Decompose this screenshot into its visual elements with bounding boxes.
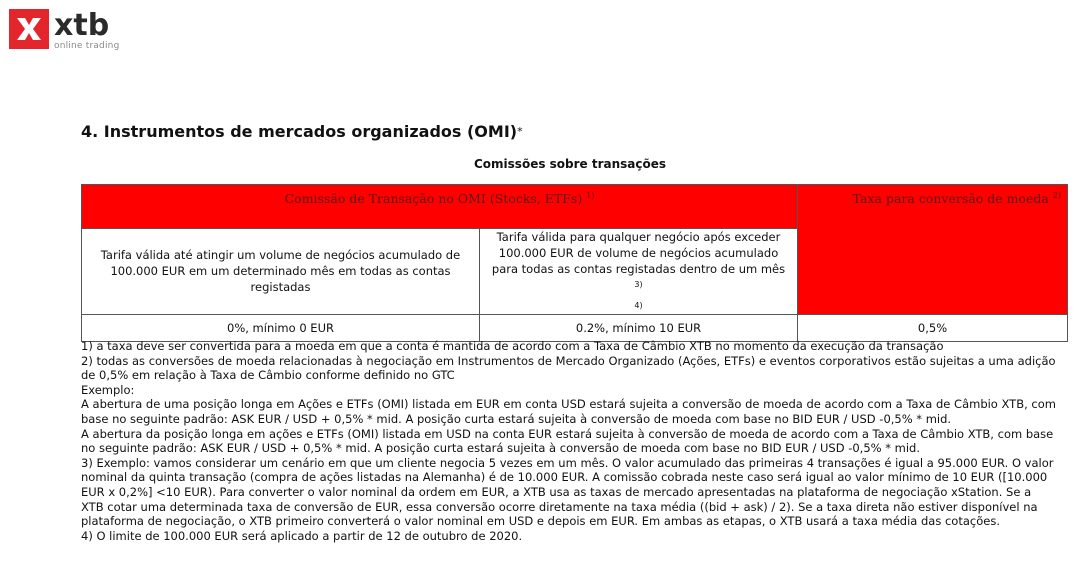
header-left-note: 1) bbox=[586, 191, 595, 200]
fx-value: 0,5% bbox=[798, 314, 1068, 341]
header-currency-conversion bbox=[798, 185, 1068, 315]
tier2-description bbox=[480, 229, 798, 315]
tier1-value: 0%, mínimo 0 EUR bbox=[82, 314, 480, 341]
xtb-logo[interactable] bbox=[9, 9, 120, 51]
example-label: Exemplo: bbox=[81, 382, 135, 397]
example-2: A abertura da posição longa em ações e ETFs (OMI) listada em USD na conta EUR estará sujeita à conversão de moeda de acordo com a Taxa de Câmbio XTB, com base no seguinte padrão: ASK EUR / USD + 0,5% * mid. A posição curta estará sujeita à conversão de moeda com base no BID EUR / USD -0,5% * mid. bbox=[81, 426, 1054, 456]
logo-text bbox=[54, 9, 120, 51]
tier2-note: 3) bbox=[634, 280, 643, 289]
footnotes bbox=[81, 339, 1056, 543]
table-header-row bbox=[82, 185, 1068, 229]
tier2-value: 0.2%, mínimo 10 EUR bbox=[480, 314, 798, 341]
tier1-description: Tarifa válida até atingir um volume de negócios acumulado de 100.000 EUR em um determinado mês em todas as contas registadas bbox=[82, 229, 480, 315]
section-title-text: 4. Instrumentos de mercados organizados (OMI) bbox=[81, 122, 518, 141]
example-1: A abertura de uma posição longa em Ações e ETFs (OMI) listada em EUR em conta USD estará sujeita a conversão de moeda de acordo com a Taxa de Câmbio XTB, com base no seguinte padrão: ASK EUR / USD + 0,5% * mid. A posição curta estará sujeita à conversão de moeda com base no BID EUR / USD -0,5% * mid. bbox=[81, 397, 1056, 426]
section-title-mark: * bbox=[517, 125, 523, 138]
tier2-desc-text: Tarifa válida para qualquer negócio após exceder 100.000 EUR de volume de negócios acumulado para todas as contas registadas dentro de um mês bbox=[491, 230, 786, 276]
footnote-2: 2) todas as conversões de moeda relacionadas à negociação em Instrumentos de Mercado Organizado (Ações, ETFs) e eventos corporativos estão sujeitas a uma adição de 0,5% em relação à Taxa de Câmbio conforme definido no GTC bbox=[81, 353, 1056, 383]
xtb-x-icon bbox=[9, 9, 49, 49]
footnote-1: 1) a taxa deve ser convertida para a moeda em que a conta é mantida de acordo com a Taxa de Câmbio XTB no momento da execução da transação bbox=[81, 339, 944, 353]
header-transaction-commission bbox=[82, 185, 798, 229]
header-right-label: Taxa para conversão de moeda bbox=[852, 191, 1049, 207]
header-left-label: Comissão de Transação no OMI (Stocks, ETFs) bbox=[284, 191, 583, 207]
brand-name: xtb bbox=[54, 8, 110, 43]
footnote-4: 4) O limite de 100.000 EUR será aplicado a partir de 12 de outubro de 2020. bbox=[81, 528, 523, 543]
table-value-row bbox=[82, 314, 1068, 341]
footnote-3: 3) Exemplo: vamos considerar um cenário em que um cliente negocia 5 vezes em um mês. O valor acumulado das primeiras 4 transações é igual a 95.000 EUR. O valor nominal da quinta transação (compra de ações listadas na Alemanha) é de 10.000 EUR. A comissão cobrada neste caso será igual ao valor mínimo de 10 EUR ([10.000 EUR x 0,2%] <10 EUR). Para converter o valor nominal da ordem em EUR, a XTB usa as taxas de mercado apresentadas na plataforma de negociação xStation. Se a XTB cotar uma determinada taxa de conversão de EUR, essa conversão ocorre diretamente na taxa média ((bid + ask) / 2). Se a taxa direta não estiver disponível na plataforma de negociação, o XTB primeiro converterá o valor nominal em USD e depois em EUR. Em ambas as etapas, o XTB usará a taxa média das cotações. bbox=[81, 455, 1054, 529]
brand-tagline: online trading bbox=[54, 41, 120, 51]
fees-table bbox=[81, 184, 1068, 342]
header-right-note: 2) bbox=[1052, 191, 1062, 200]
section-title bbox=[81, 122, 523, 141]
tier2-note2: 4) bbox=[634, 300, 643, 310]
table-subtitle: Comissões sobre transações bbox=[474, 157, 667, 171]
